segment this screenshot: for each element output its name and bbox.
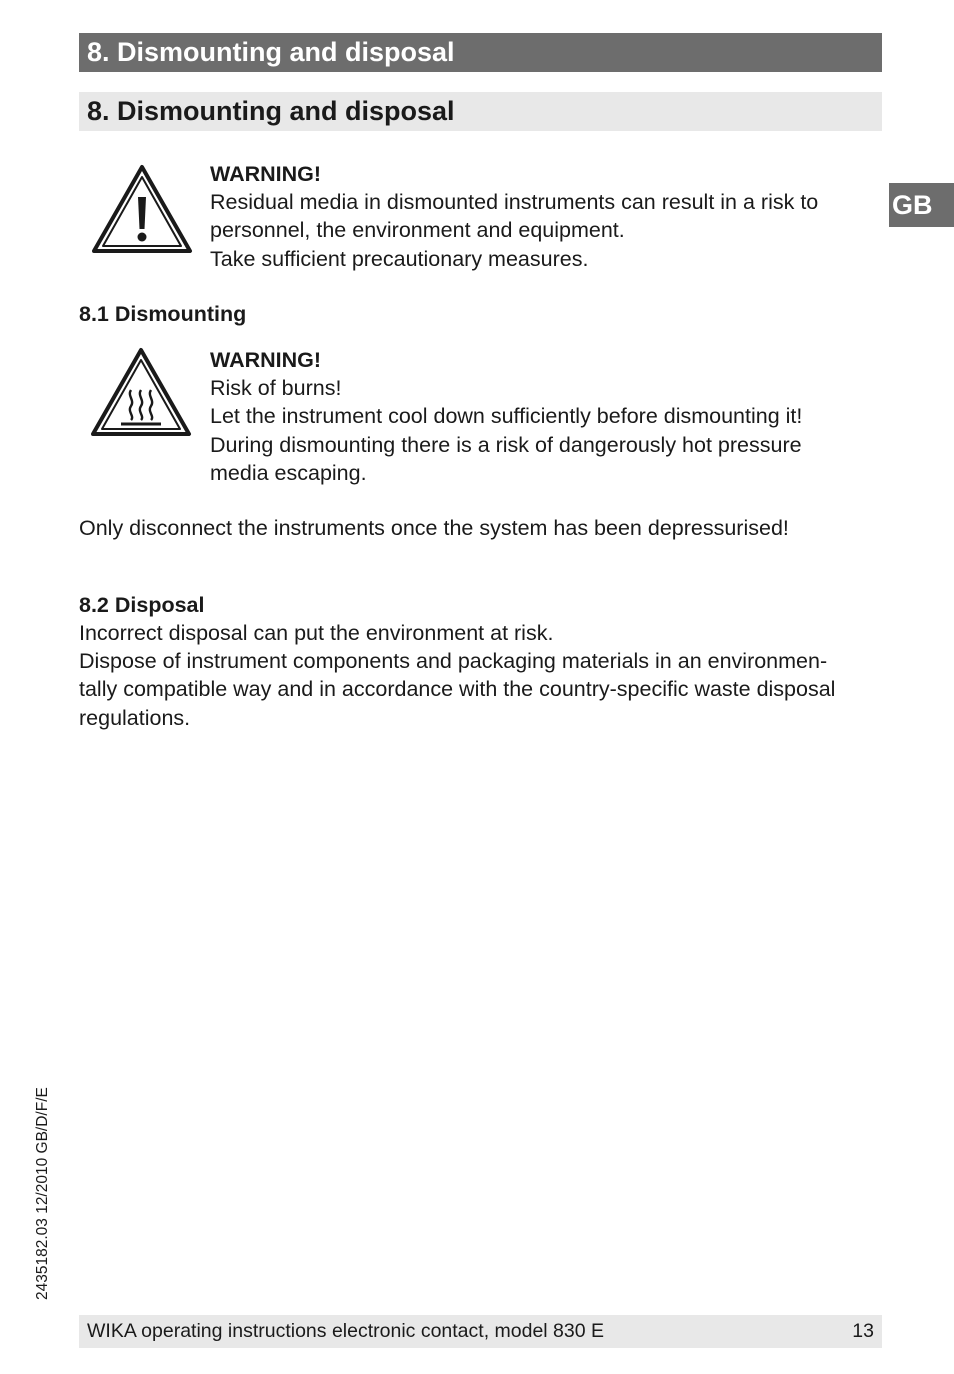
- warning-block-residual-media: [210, 160, 818, 273]
- hot-surface-warning-icon: [89, 346, 193, 438]
- warning-text-line: personnel, the environment and equipment.: [210, 218, 625, 243]
- page-footer: [79, 1315, 882, 1348]
- warning-text-line: Residual media in dismounted instruments can result in a risk to: [210, 190, 819, 215]
- disposal-text-line: regulations.: [79, 705, 191, 730]
- warning-text-line: Risk of burns!: [210, 376, 342, 401]
- section-title: 8. Dismounting and disposal: [79, 92, 882, 131]
- disposal-text-line: Dispose of instrument components and packaging materials in an environmen-: [79, 649, 828, 674]
- warning-text-line: Take sufficient precautionary measures.: [210, 246, 589, 271]
- warning-heading: WARNING!: [210, 162, 322, 186]
- depressurise-note: Only disconnect the instruments once the system has been depressurised!: [79, 516, 789, 540]
- disposal-text: [79, 619, 889, 732]
- disposal-text-line: tally compatible way and in accordance with the country-specific waste disposal: [79, 677, 836, 702]
- general-warning-icon: [90, 163, 194, 255]
- warning-block-burns: [210, 346, 802, 487]
- warning-text-line: During dismounting there is a risk of dangerously hot pressure: [210, 432, 802, 457]
- footer-text: WIKA operating instructions electronic contact, model 830 E: [87, 1320, 605, 1342]
- page-number: 13: [852, 1320, 874, 1342]
- warning-text-line: Let the instrument cool down sufficiently before dismounting it!: [210, 404, 803, 429]
- language-tab: GB: [889, 183, 954, 227]
- warning-text-line: media escaping.: [210, 460, 367, 485]
- warning-heading: WARNING!: [210, 348, 322, 372]
- disposal-text-line: Incorrect disposal can put the environment at risk.: [79, 621, 554, 645]
- document-id: 2435182.03 12/2010 GB/D/F/E: [34, 1087, 51, 1300]
- subsection-heading-dismounting: 8.1 Dismounting: [79, 302, 247, 326]
- subsection-heading-disposal: 8.2 Disposal: [79, 593, 205, 617]
- running-header: 8. Dismounting and disposal: [79, 33, 882, 72]
